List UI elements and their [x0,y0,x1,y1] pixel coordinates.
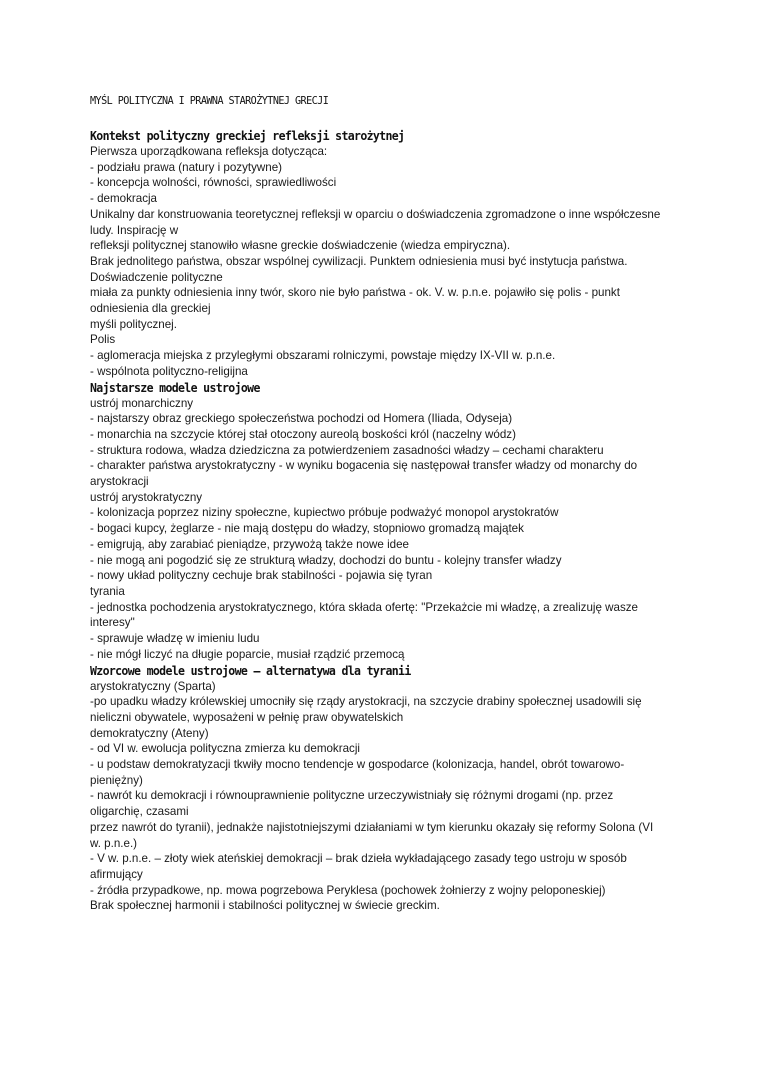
text-line: - aglomeracja miejska z przyległymi obszarami rolniczymi, powstaje między IX-VII w. p.n.e. [90,349,556,363]
text-line: - nowy układ polityczny cechuje brak stabilności - pojawia się tyran [90,569,433,583]
text-line: arystokracji [90,475,149,489]
text-line: - podziału prawa (natury i pozytywne) [90,160,283,174]
text-line: - nie mógł liczyć na długie poparcie, musiał rządzić przemocą [90,647,405,661]
text-line: - sprawuje władzę w imieniu ludu [90,632,260,646]
text-line: pieniężny) [90,773,143,787]
section-heading: Kontekst polityczny greckiej refleksji starożytnej [90,128,405,143]
text-line: Brak społecznej harmonii i stabilności politycznej w świecie greckim. [90,899,440,913]
text-line: arystokratyczny (Sparta) [90,679,216,693]
text-line: tyrania [90,584,125,598]
text-line: Doświadczenie polityczne [90,270,223,284]
text-line: Brak jednolitego państwa, obszar wspólnej cywilizacji. Punktem odniesienia musi być instytucja państwa. [90,254,628,268]
text-line: - V w. p.n.e. – złoty wiek ateńskiej demokracji – brak dzieła wykładającego zasady tego ustroju w sposób [90,852,627,866]
text-line: interesy" [90,616,135,630]
text-line: - nawrót ku demokracji i równouprawnienie polityczne urzeczywistniały się różnymi drogami (np. przez [90,789,614,803]
text-line: - od VI w. ewolucja polityczna zmierza ku demokracji [90,742,360,756]
text-line: ustrój arystokratyczny [90,490,203,504]
text-line: afirmujący [90,867,143,881]
text-line: przez nawrót do tyranii), jednakże najistotniejszymi działaniami w tym kierunku okazały się reformy Solona (VI [90,820,654,834]
text-line: Polis [90,333,116,347]
text-line: oligarchię, czasami [90,805,189,819]
text-line: Pierwsza uporządkowana refleksja dotycząca: [90,145,328,158]
document-title: MYŚL POLITYCZNA I PRAWNA STAROŻYTNEJ GRECJI [90,94,329,107]
text-line: - koncepcja wolności, równości, sprawiedliwości [90,176,337,190]
document-lines [90,128,680,914]
text-line: - u podstaw demokratyzacji tkwiły mocno tendencje w gospodarce (kolonizacja, handel, obrót towarowo- [90,758,625,772]
text-line: -po upadku władzy królewskiej umocniły się rządy arystokracji, na szczycie drabiny społecznej usadowili się [90,695,642,709]
text-line: ludy. Inspirację w [90,223,179,237]
document-body [90,93,680,914]
section-heading: Wzorcowe modele ustrojowe – alternatywa dla tyranii [90,662,411,678]
text-line: - struktura rodowa, władza dziedziczna za potwierdzeniem zasadności władzy – cechami charakteru [90,443,604,457]
text-line: - monarchia na szczycie której stał otoczony aureolą boskości król (naczelny wódz) [90,427,516,441]
text-line: Unikalny dar konstruowania teoretycznej refleksji w oparciu o doświadczenia zgromadzone o inne współczesne [90,207,661,221]
text-line: demokratyczny (Ateny) [90,726,209,740]
text-line: odniesienia dla greckiej [90,302,211,316]
text-line: - źródła przypadkowe, np. mowa pogrzebowa Peryklesa (pochowek żołnierzy z wojny peloponeskiej) [90,883,606,897]
section-heading: Najstarsze modele ustrojowe [90,379,260,395]
text-line: - jednostka pochodzenia arystokratycznego, która składa ofertę: "Przekażcie mi władzę, a zrealizuję wasze [90,600,638,614]
text-line: miała za punkty odniesienia inny twór, skoro nie było państwa - ok. V. w. p.n.e. pojawiło się polis - punkt [90,286,620,300]
text-line: w. p.n.e.) [90,836,138,850]
text-line: myśli politycznej. [90,317,177,331]
text-line: - charakter państwa arystokratyczny - w wyniku bogacenia się następował transfer władzy od monarchy do [90,459,638,473]
text-line: refleksji politycznej stanowiło własne greckie doświadczenie (wiedza empiryczna). [90,239,511,253]
text-line: - wspólnota polityczno-religijna [90,364,248,378]
text-line: ustrój monarchiczny [90,396,194,410]
text-line: - nie mogą ani pogodzić się ze strukturą władzy, dochodzi do buntu - kolejny transfer władzy [90,553,562,567]
text-line: - demokracja [90,192,158,206]
text-line: - najstarszy obraz greckiego społeczeństwa pochodzi od Homera (Iliada, Odyseja) [90,412,513,426]
text-line: - emigrują, aby zarabiać pieniądze, przywożą także nowe idee [90,537,409,551]
text-line: nieliczni obywatele, wyposażeni w pełnię praw obywatelskich [90,710,404,724]
text-line: - kolonizacja poprzez niziny społeczne, kupiectwo próbuje podważyć monopol arystokratów [90,506,559,520]
text-line: - bogaci kupcy, żeglarze - nie mają dostępu do władzy, stopniowo gromadzą majątek [90,522,524,536]
